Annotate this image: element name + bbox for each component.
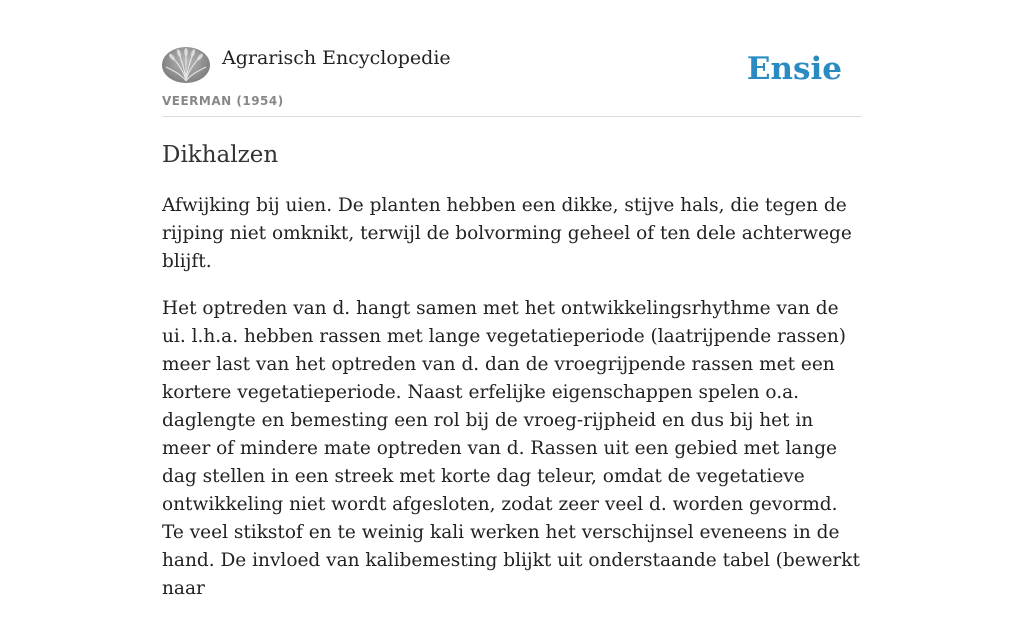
body-paragraph: Het optreden van d. hangt samen met het ontwikkelingsrhythme van de ui. l.h.a. hebben rassen met lange vegetatieperiode (laatrijpende rassen) meer last van het optreden van d. dan de vroegrijpende rassen met een kortere vegetatieperiode. Naast erfelijke eigenschappen spelen o.a. daglengte en bemesting een rol bij de vroeg-rijpheid en dus bij het in meer of mindere mate optreden van d. Rassen uit een gebied met lange dag stellen in een streek met korte dag teleur, omdat de vegetatieve ontwikkeling niet wordt afgesloten, zodat zeer veel d. worden gevormd. Te veel stikstof en te weinig kali werken het verschijnsel eveneens in de hand. De invloed van kalibemesting blijkt uit onderstaande tabel (bewerkt naar bbox=[162, 298, 860, 599]
entry-title: Dikhalzen bbox=[162, 142, 279, 168]
source-header bbox=[162, 0, 862, 117]
source-title[interactable]: Agrarisch Encyclopedie bbox=[222, 47, 451, 69]
article-page bbox=[162, 0, 862, 599]
source-author-year: VEERMAN (1954) bbox=[162, 94, 284, 108]
grain-sheaf-icon[interactable] bbox=[162, 47, 210, 83]
entry-body bbox=[162, 192, 862, 622]
body-paragraph: Afwijking bij uien. De planten hebben een dikke, stijve hals, die tegen de rijping niet omknikt, terwijl de bolvorming geheel of ten dele achterwege blijft. bbox=[162, 195, 852, 272]
brand-logo[interactable]: Ensie bbox=[746, 51, 842, 87]
